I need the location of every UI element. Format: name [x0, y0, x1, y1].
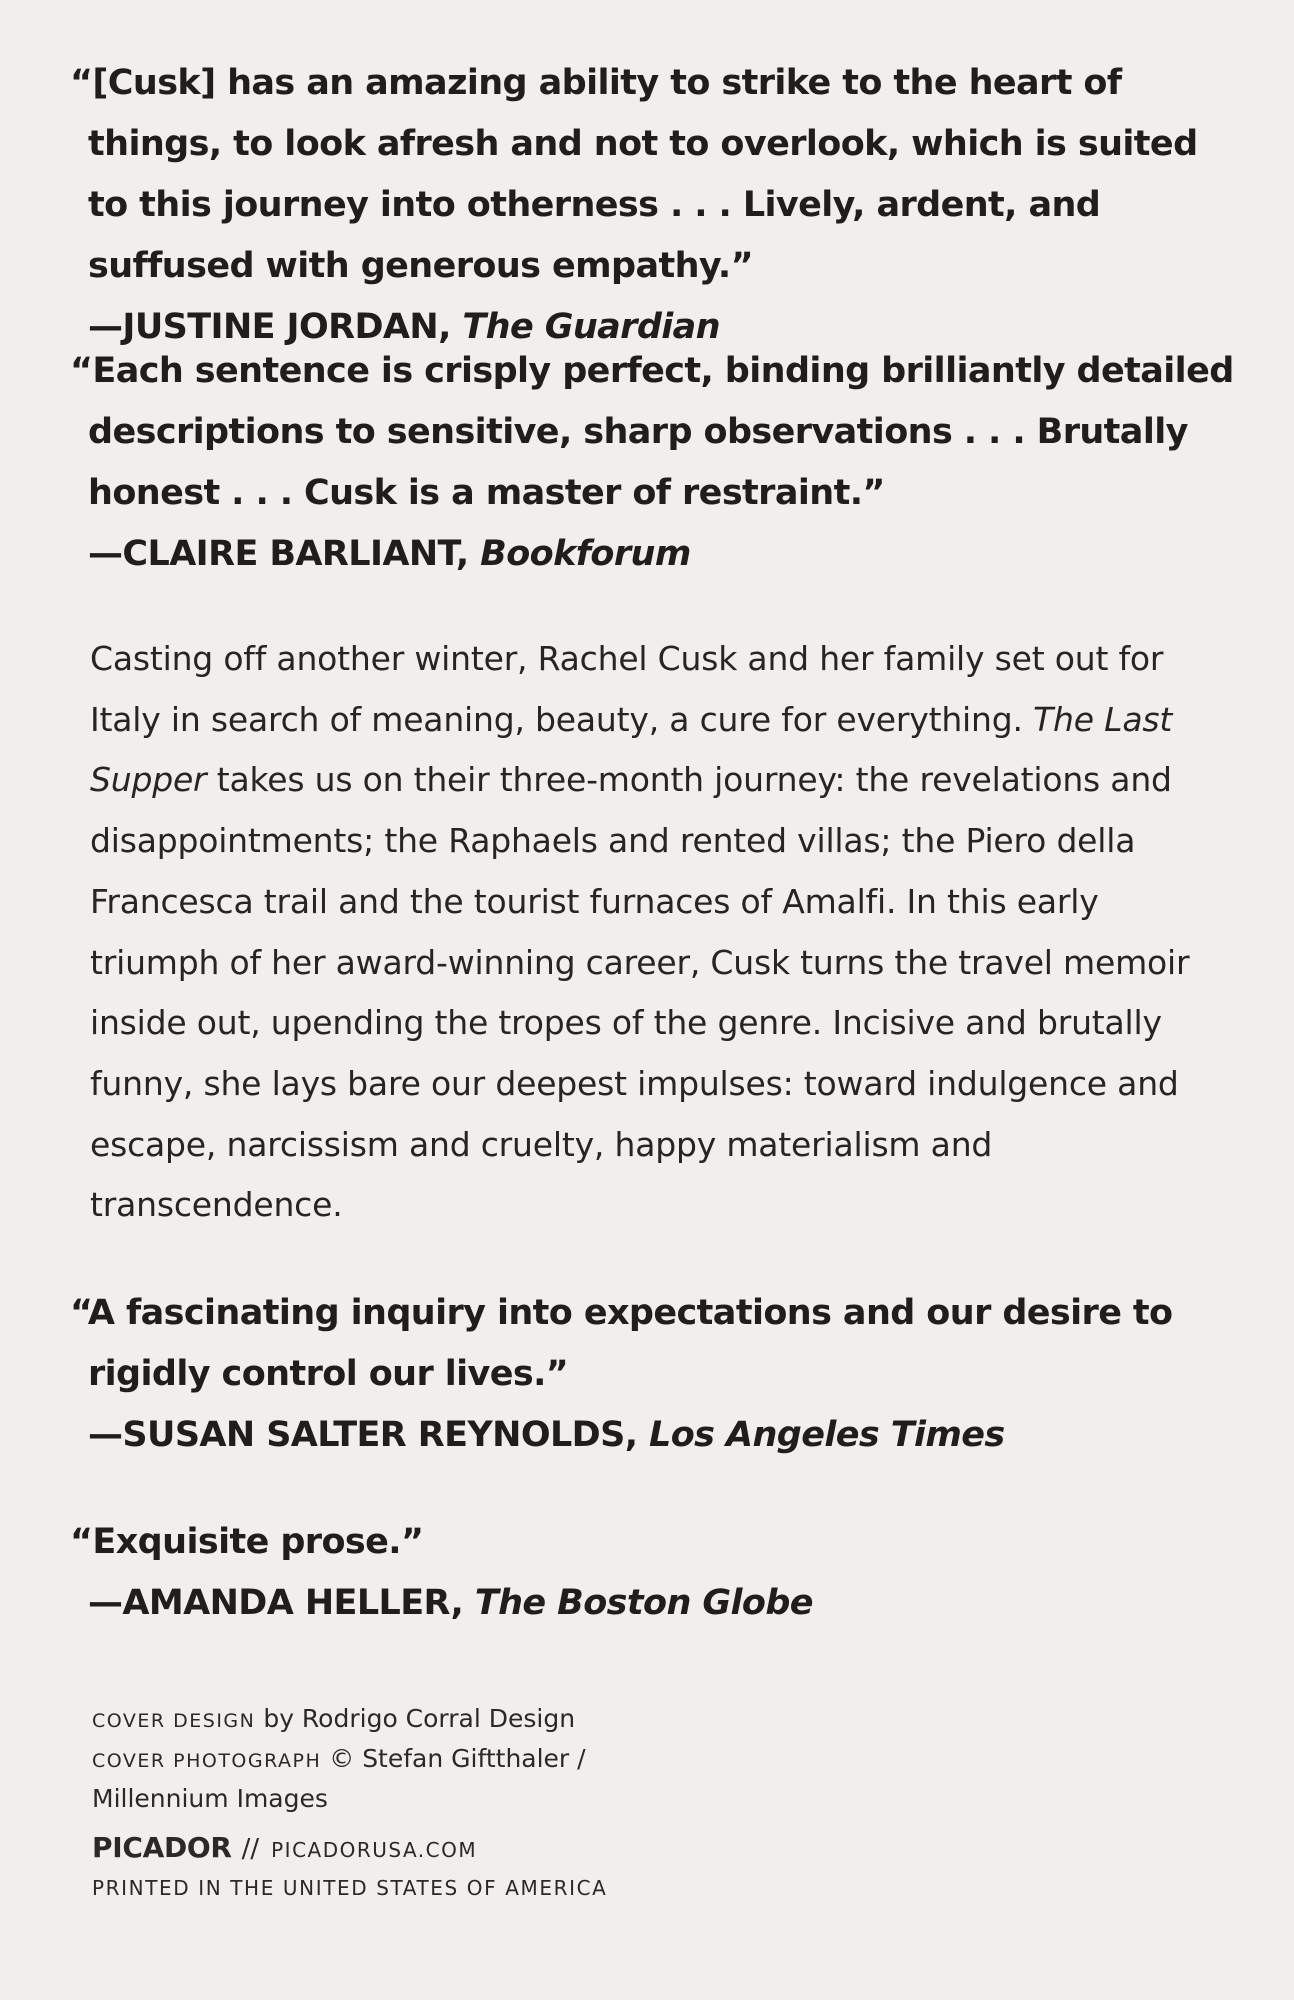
printed-notice: PRINTED IN THE UNITED STATES OF AMERICA — [92, 1876, 608, 1900]
quote-text: “[Cusk] has an amazing ability to strike to the heart of things, to look afresh and not to overlook, which is suited to this journey into otherness . . . Lively, ardent, and suffused with generous empathy.” — [70, 63, 1198, 286]
review-quote-guardian — [70, 53, 1230, 358]
review-quote-bookforum — [70, 341, 1245, 585]
quote-text: “A fascinating inquiry into expectations and our desire to rigidly control our lives.” — [70, 1293, 1173, 1394]
quote-text: “Each sentence is crisply perfect, binding brilliantly detailed descriptions to sensitive, sharp observations . . . Brutally honest . . . Cusk is a master of restraint.” — [70, 351, 1234, 513]
review-quote-boston-globe — [70, 1512, 1230, 1634]
publisher-url: PICADORUSA.COM — [271, 1838, 478, 1862]
quote-author: —CLAIRE BARLIANT, — [88, 534, 481, 574]
credit-label: COVER DESIGN — [92, 1710, 256, 1732]
quote-text: “Exquisite prose.” — [70, 1522, 424, 1562]
quote-author: —JUSTINE JORDAN, — [88, 307, 463, 347]
quote-author: —SUSAN SALTER REYNOLDS, — [88, 1415, 650, 1455]
credit-value: © Stefan Giftthaler / Millennium Images — [92, 1744, 586, 1813]
quote-author: —AMANDA HELLER, — [88, 1583, 475, 1623]
quote-publication: The Boston Globe — [474, 1583, 813, 1623]
quote-publication: Los Angeles Times — [649, 1415, 1005, 1455]
book-title: The Last Supper — [90, 699, 1173, 800]
quote-attribution — [70, 524, 1245, 585]
quote-attribution — [70, 1573, 1230, 1634]
publisher-name: PICADOR — [92, 1831, 232, 1864]
review-quote-la-times — [70, 1283, 1230, 1466]
cover-credits — [92, 1700, 792, 1904]
quote-publication: Bookforum — [480, 534, 691, 574]
quote-attribution — [70, 1405, 1230, 1466]
cover-photo-credit — [92, 1740, 652, 1818]
description-text-end: takes us on their three-month journey: the revelations and disappointments; the Raphaels and rented villas; the Piero della Francesca trail and the tourist furnaces of Amalfi. In this early triumph of her award-winning career, Cusk turns the travel memoir inside out, upending the tropes of the genre. Incisive and brutally funny, she lays bare our deepest impulses: toward indulgence and escape, narcissism and cruelty, happy materialism and transcendence. — [90, 760, 1190, 1225]
cover-design-credit — [92, 1700, 792, 1740]
credit-label: COVER PHOTOGRAPH — [92, 1750, 322, 1772]
book-description — [90, 629, 1220, 1236]
publisher-line — [92, 1830, 792, 1868]
description-text-start: Casting off another winter, Rachel Cusk and her family set out for Italy in search of meaning, beauty, a cure for everything. — [90, 639, 1164, 739]
credit-value: by Rodrigo Corral Design — [255, 1704, 576, 1733]
separator: // — [241, 1834, 260, 1864]
quote-publication: The Guardian — [462, 307, 720, 347]
